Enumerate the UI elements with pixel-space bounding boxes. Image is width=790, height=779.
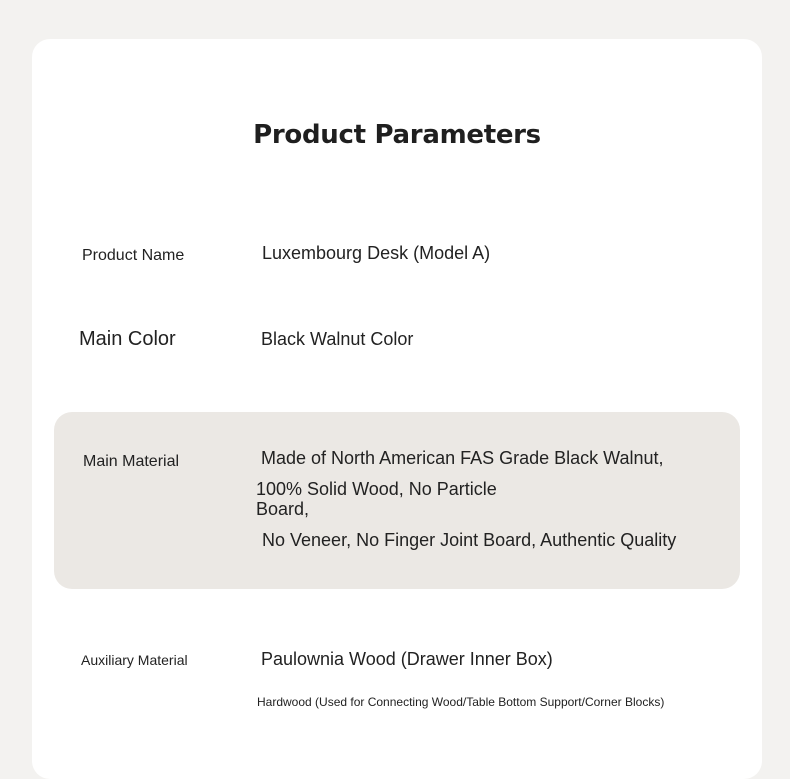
param-value-product-name: Luxembourg Desk (Model A) [262, 243, 491, 263]
page-title: Product Parameters [253, 120, 541, 150]
param-value-auxiliary-material-line-1: Paulownia Wood (Drawer Inner Box) [261, 649, 553, 669]
param-value-main-material-line-1: Made of North American FAS Grade Black Walnut, [261, 448, 664, 468]
param-value-main-material-line-4: No Veneer, No Finger Joint Board, Authentic Quality [262, 530, 677, 550]
highlighted-row-main-material [54, 412, 740, 589]
param-label-main-color: Main Color [79, 328, 176, 350]
param-value-main-material-line-3: Board, [256, 499, 310, 519]
param-label-auxiliary-material: Auxiliary Material [81, 652, 188, 668]
param-value-main-material-line-2: 100% Solid Wood, No Particle [256, 479, 497, 499]
param-value-auxiliary-material-line-2: Hardwood (Used for Connecting Wood/Table Bottom Support/Corner Blocks) [257, 695, 665, 709]
param-label-main-material: Main Material [83, 453, 180, 470]
product-parameters-card [32, 39, 762, 779]
param-label-product-name: Product Name [82, 247, 185, 264]
param-value-main-color: Black Walnut Color [261, 329, 414, 349]
